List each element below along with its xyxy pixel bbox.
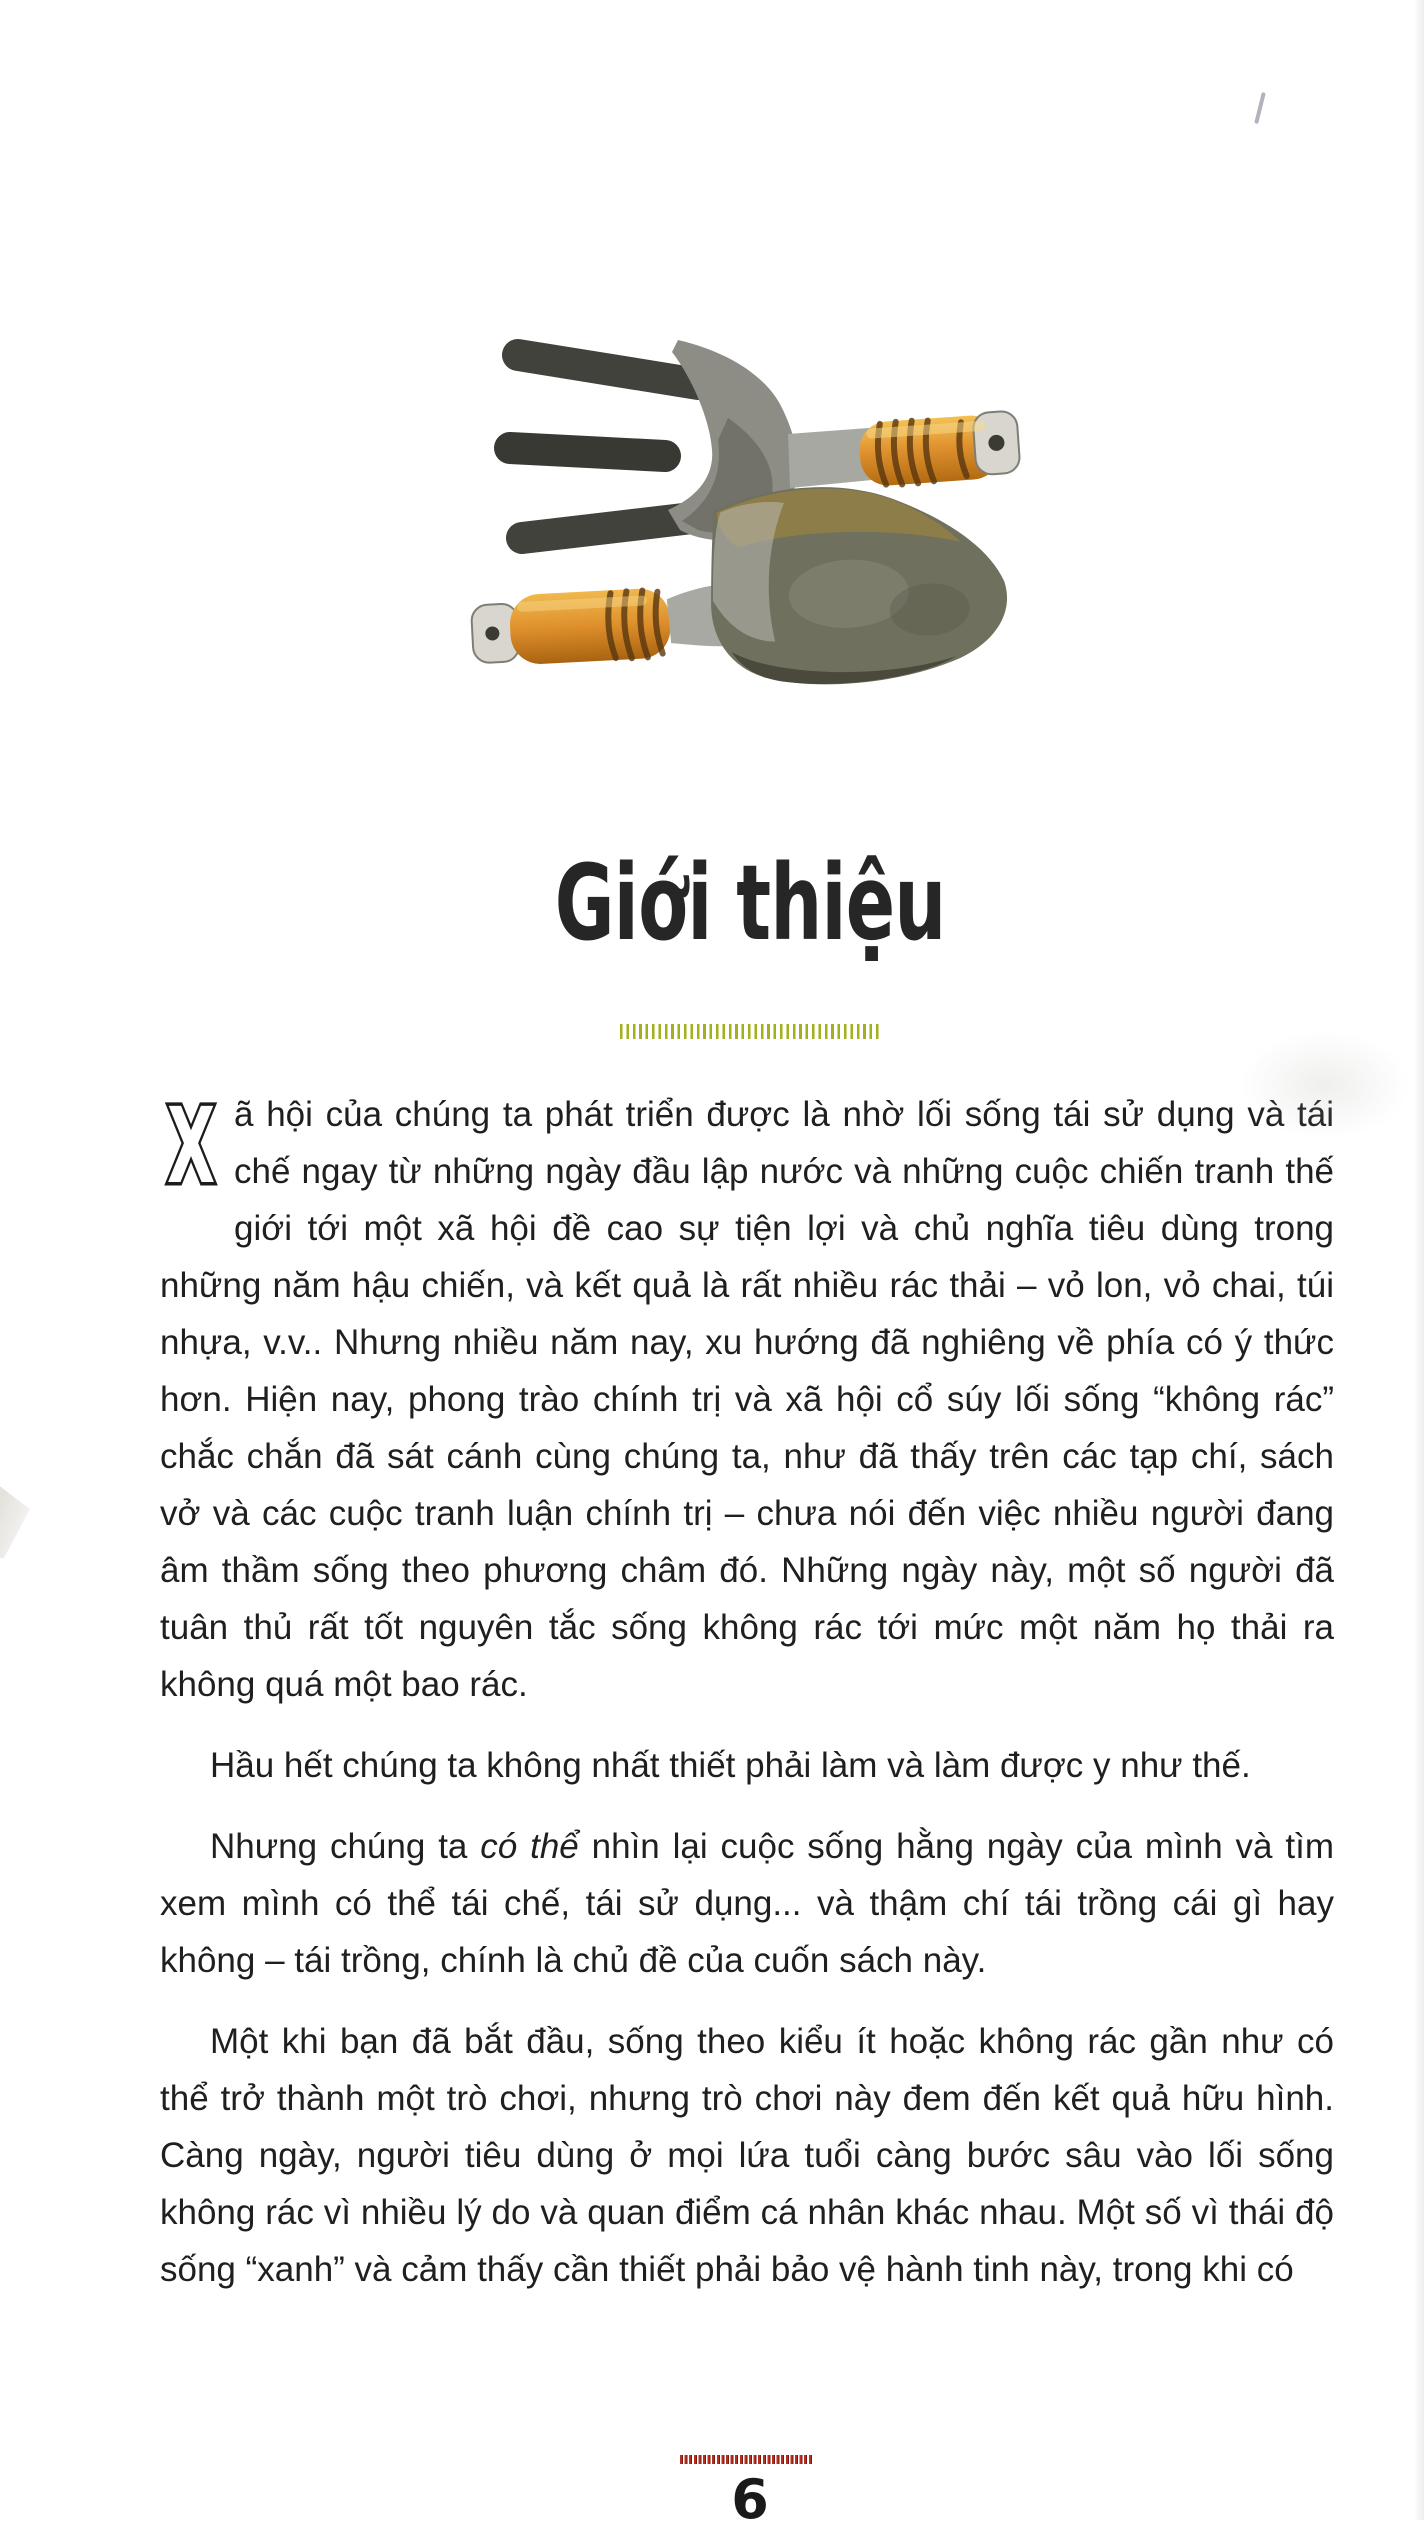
scan-artifact-left-wedge <box>0 1484 34 1558</box>
scan-artifact-smudge <box>1240 1030 1410 1140</box>
paragraph <box>160 1818 1334 1989</box>
body-text <box>160 1086 1334 2298</box>
page-number: 6 <box>731 2468 769 2531</box>
paragraph-text: nhìn lại cuộc sống hằng ngày của mình và tìm xem mình có thể tái chế, tái sử dụng... và thậm chí tái trồng cái gì hay không – tái trồng, chính là chủ đề của cuốn sách này. <box>160 1827 1334 1980</box>
title-divider <box>620 1024 881 1039</box>
trowel-illustration <box>466 477 1011 703</box>
paragraph <box>160 1086 1334 1713</box>
paragraph <box>160 1737 1334 1794</box>
paragraph-text: Nhưng chúng ta <box>210 1827 481 1866</box>
page-title: Giới thiệu <box>554 842 946 964</box>
scan-artifact-tick-icon <box>1254 92 1266 124</box>
scan-artifact-right-edge <box>1414 0 1424 2520</box>
drop-cap <box>162 1090 220 1202</box>
page-footer-divider <box>680 2455 812 2464</box>
paragraph-text: Một khi bạn đã bắt đầu, sống theo kiểu ít hoặc không rác gần như có thể trở thành một trò chơi, nhưng trò chơi này đem đến kết quả hữu hình. Càng ngày, người tiêu dùng ở mọi lứa tuổi càng bước sâu vào lối sống không rác vì nhiều lý do và quan điểm cá nhân khác nhau. Một số vì thái độ sống “xanh” và cảm thấy cần thiết phải bảo vệ hành tinh này, trong khi có <box>160 2022 1334 2289</box>
paragraph-text-italic: có thể <box>480 1827 579 1866</box>
svg-text:X: X <box>166 1090 216 1202</box>
paragraph-text: Hầu hết chúng ta không nhất thiết phải làm và làm được y như thế. <box>210 1746 1251 1785</box>
garden-tools-illustration <box>430 300 1040 710</box>
paragraph <box>160 2013 1334 2298</box>
paragraph-text: ã hội của chúng ta phát triển được là nhờ lối sống tái sử dụng và tái chế ngay từ những ngày đầu lập nước và những cuộc chiến tranh thế giới tới một xã hội đề cao sự tiện lợi và chủ nghĩa tiêu dùng trong những năm hậu chiến, và kết quả là rất nhiều rác thải – vỏ lon, vỏ chai, túi nhựa, v.v.. Nhưng nhiều năm nay, xu hướng đã nghiêng về phía có ý thức hơn. Hiện nay, phong trào chính trị và xã hội cổ súy lối sống “không rác” chắc chắn đã sát cánh cùng chúng ta, như đã thấy trên các tạp chí, sách vở và các cuộc tranh luận chính trị – chưa nói đến việc nhiều người đang âm thầm sống theo phương châm đó. Những ngày này, một số người đã tuân thủ rất tốt nguyên tắc sống không rác tới mức một năm họ thải ra không quá một bao rác. <box>160 1095 1334 1704</box>
